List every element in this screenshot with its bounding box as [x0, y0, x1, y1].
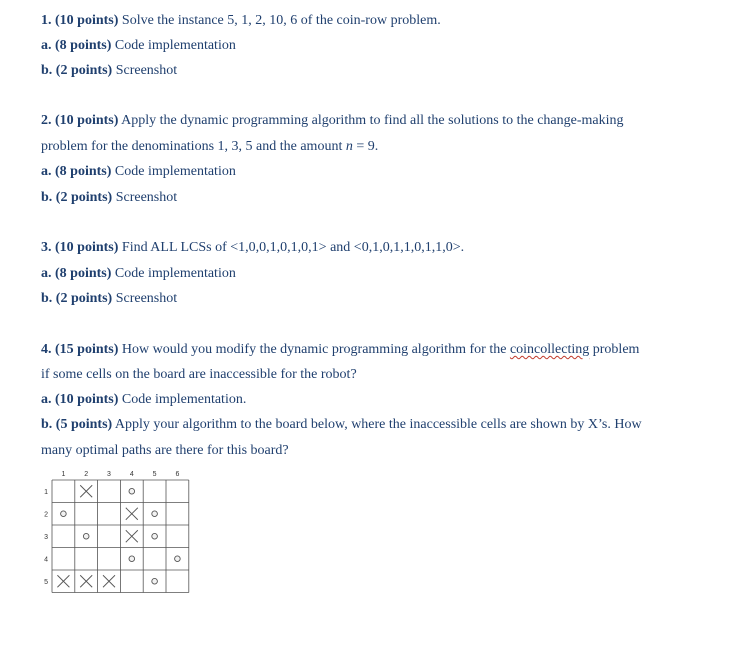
q4-text-line1a: How would you modify the dynamic programming algorithm for the — [121, 342, 510, 357]
q4-title — [41, 342, 639, 358]
q1-a-text: Code implementation — [114, 38, 236, 53]
q4-b-label: b. (5 points) — [41, 417, 113, 432]
q1-points: (10 points) — [55, 13, 119, 28]
q1-part-b — [41, 63, 177, 79]
coin-icon — [61, 511, 67, 517]
q2-text-line2a: problem for the denominations 1, 3, 5 and the amount — [41, 139, 346, 154]
q2-text-line2b: = 9. — [352, 139, 379, 154]
coin-icon — [175, 556, 181, 562]
q1-a-label: a. (8 points) — [41, 38, 112, 53]
q4-a-label: a. (10 points) — [41, 392, 119, 407]
col-label-6: 6 — [175, 471, 180, 478]
q3-points: (10 points) — [55, 240, 119, 255]
col-label-2: 2 — [84, 471, 89, 478]
q2-a-text: Code implementation — [114, 164, 236, 179]
q3-text: Find ALL LCSs of <1,0,0,1,0,1,0,1> and <0,1,0,1,1,0,1,1,0>. — [121, 240, 465, 255]
coin-icon — [152, 533, 158, 539]
q1-number: 1. — [41, 13, 52, 28]
coin-icon — [152, 511, 158, 517]
q2-points: (10 points) — [55, 113, 119, 128]
q3-part-b — [41, 291, 177, 307]
q2-b-label: b. (2 points) — [41, 190, 113, 205]
q4-b-text-line2: many optimal paths are there for this board? — [41, 443, 289, 458]
q4-part-a — [41, 392, 246, 408]
row-label-4: 4 — [44, 556, 48, 564]
col-label-3: 3 — [107, 471, 111, 478]
q4-title-cont — [41, 367, 357, 383]
q1-text: Solve the instance 5, 1, 2, 10, 6 of the coin-row problem. — [121, 13, 441, 28]
coin-icon — [83, 533, 89, 539]
q1-title — [41, 13, 441, 29]
q4-text-line2: if some cells on the board are inaccessible for the robot? — [41, 367, 357, 382]
q2-title-cont — [41, 139, 378, 155]
q2-part-b — [41, 190, 177, 206]
q2-part-a — [41, 164, 236, 180]
row-label-3: 3 — [44, 533, 48, 541]
col-label-4: 4 — [129, 471, 134, 478]
row-label-5: 5 — [44, 578, 48, 586]
q4-part-b — [41, 417, 642, 433]
q1-part-a — [41, 38, 236, 54]
q2-var-n: n — [345, 139, 353, 154]
row-label-1: 1 — [44, 488, 48, 496]
q1-b-text: Screenshot — [115, 63, 178, 78]
q4-b-text-line1: Apply your algorithm to the board below, where the inaccessible cells are shown by X’s. How — [114, 417, 642, 432]
q4-points: (15 points) — [55, 342, 119, 357]
col-label-1: 1 — [61, 471, 66, 478]
q3-b-label: b. (2 points) — [41, 291, 113, 306]
q3-a-text: Code implementation — [114, 266, 236, 281]
coin-icon — [129, 556, 135, 562]
coin-icon — [152, 578, 158, 584]
q4-part-b-cont — [41, 443, 289, 459]
q4-text-line1b: problem — [589, 342, 640, 357]
q2-b-text: Screenshot — [115, 190, 178, 205]
q2-text-line1: Apply the dynamic programming algorithm to find all the solutions to the change-making — [121, 113, 624, 128]
q3-a-label: a. (8 points) — [41, 266, 112, 281]
q3-part-a — [41, 266, 236, 282]
q2-a-label: a. (8 points) — [41, 164, 112, 179]
q4-a-text: Code implementation. — [121, 392, 247, 407]
q3-b-text: Screenshot — [115, 291, 178, 306]
q4-spellcheck-word: coincollecting — [509, 342, 590, 357]
row-label-2: 2 — [44, 511, 48, 519]
q3-title — [41, 240, 464, 256]
coin-icon — [129, 488, 135, 494]
q2-title — [41, 113, 624, 129]
q3-number: 3. — [41, 240, 52, 255]
coin-board — [38, 466, 238, 606]
q4-number: 4. — [41, 342, 52, 357]
q2-number: 2. — [41, 113, 52, 128]
col-label-5: 5 — [152, 471, 157, 478]
q1-b-label: b. (2 points) — [41, 63, 113, 78]
